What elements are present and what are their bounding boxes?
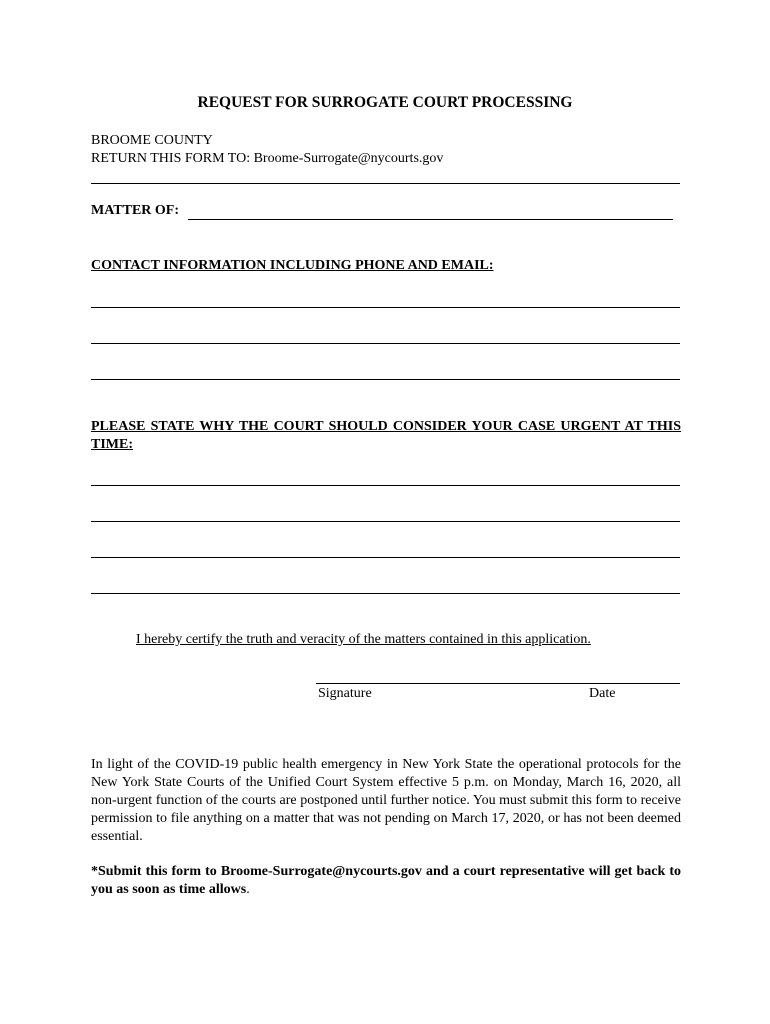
certification-statement: I hereby certify the truth and veracity of the matters contained in this application. bbox=[136, 632, 591, 647]
signature-date-line[interactable] bbox=[316, 683, 680, 684]
return-to-line: RETURN THIS FORM TO: Broome-Surrogate@nycourts.gov bbox=[91, 151, 444, 166]
contact-field-3[interactable] bbox=[91, 379, 680, 380]
urgency-question-label: PLEASE STATE WHY THE COURT SHOULD CONSIDER YOUR CASE URGENT AT THIS TIME: bbox=[91, 419, 681, 452]
urgency-field-1[interactable] bbox=[91, 485, 680, 486]
signature-label: Signature bbox=[318, 686, 372, 701]
matter-label: MATTER OF: bbox=[91, 203, 180, 218]
contact-info-label: CONTACT INFORMATION INCLUDING PHONE AND EMAIL: bbox=[91, 258, 494, 273]
matter-field[interactable] bbox=[188, 219, 673, 220]
urgency-field-3[interactable] bbox=[91, 557, 680, 558]
contact-field-1[interactable] bbox=[91, 307, 680, 308]
date-label: Date bbox=[589, 686, 616, 701]
form-title: REQUEST FOR SURROGATE COURT PROCESSING bbox=[197, 94, 573, 111]
county-name: BROOME COUNTY bbox=[91, 133, 213, 148]
submit-instructions-period: . bbox=[246, 882, 250, 897]
header-divider bbox=[91, 183, 680, 184]
contact-field-2[interactable] bbox=[91, 343, 680, 344]
submit-instructions-text: *Submit this form to Broome-Surrogate@nycourts.gov and a court representative will get back to you as soon as time allows bbox=[91, 864, 681, 897]
urgency-field-4[interactable] bbox=[91, 593, 680, 594]
submit-instructions bbox=[91, 863, 681, 899]
covid-notice: In light of the COVID-19 public health emergency in New York State the operational protocols for the New York State Courts of the Unified Court System effective 5 p.m. on Monday, March 16, 2020, all non-urgent function of the courts are postponed until further notice. You must submit this form to receive permission to file anything on a matter that was not pending on March 17, 2020, or has not been deemed essential. bbox=[91, 757, 681, 844]
urgency-field-2[interactable] bbox=[91, 521, 680, 522]
